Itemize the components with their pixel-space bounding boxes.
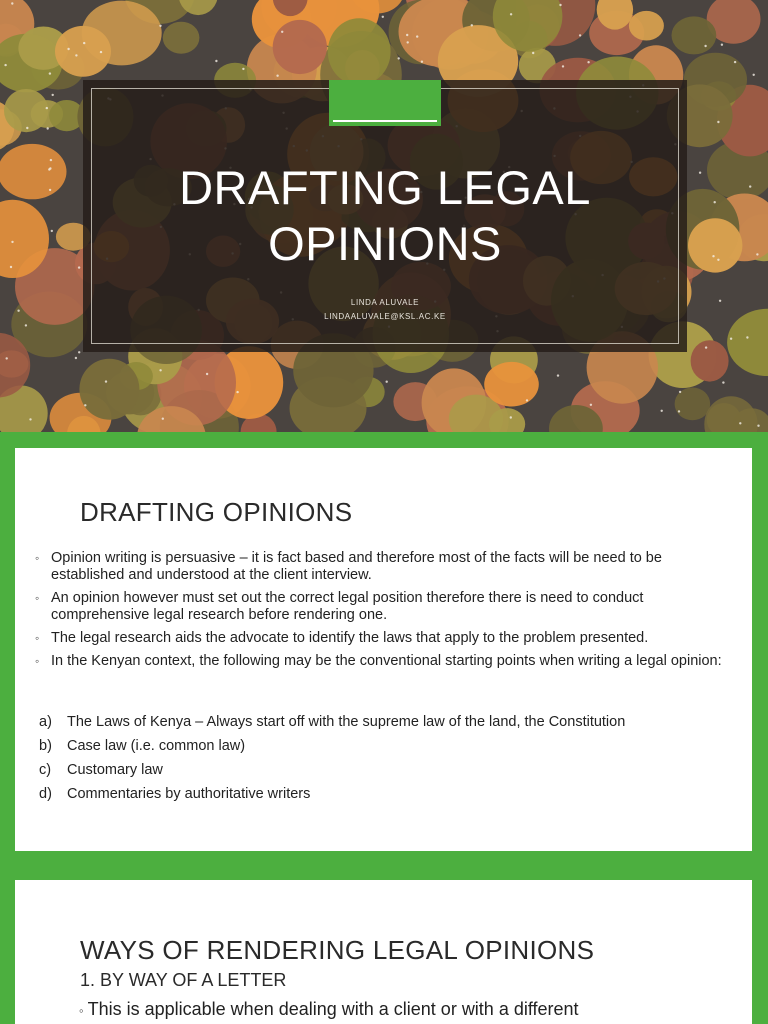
list-item bbox=[35, 630, 735, 647]
floral-blob bbox=[688, 218, 742, 272]
speckle-dot bbox=[100, 51, 102, 53]
floral-blob bbox=[55, 26, 111, 77]
speckle-dot bbox=[705, 346, 707, 348]
title-accent-line bbox=[333, 120, 437, 122]
speckle-dot bbox=[562, 65, 564, 67]
speckle-dot bbox=[712, 255, 714, 257]
speckle-dot bbox=[406, 34, 408, 36]
speckle-dot bbox=[579, 34, 581, 36]
speckle-dot bbox=[215, 60, 217, 62]
list-text: Customary law bbox=[67, 762, 163, 778]
lettered-list bbox=[39, 712, 739, 808]
speckle-dot bbox=[4, 64, 6, 66]
floral-blob bbox=[484, 362, 539, 407]
floral-blob bbox=[629, 11, 664, 41]
speckle-dot bbox=[749, 185, 751, 187]
slide-title-line-1: DRAFTING LEGAL bbox=[179, 161, 591, 214]
bullet-text: This is applicable when dealing with a client or with a different bbox=[87, 999, 579, 1019]
speckle-dot bbox=[25, 324, 27, 326]
speckle-dot bbox=[398, 57, 400, 59]
slide-heading: DRAFTING OPINIONS bbox=[80, 497, 353, 527]
speckle-dot bbox=[416, 35, 418, 37]
speckle-dot bbox=[242, 68, 244, 70]
speckle-dot bbox=[730, 338, 732, 340]
speckle-dot bbox=[678, 410, 680, 412]
list-item bbox=[35, 550, 735, 584]
speckle-dot bbox=[734, 61, 736, 63]
speckle-dot bbox=[10, 266, 12, 268]
speckle-dot bbox=[756, 253, 758, 255]
slide-heading: WAYS OF RENDERING LEGAL OPINIONS bbox=[80, 935, 595, 965]
speckle-dot bbox=[276, 75, 278, 77]
speckle-dot bbox=[717, 259, 719, 261]
speckle-dot bbox=[6, 357, 8, 359]
speckle-dot bbox=[721, 44, 723, 46]
list-item bbox=[35, 590, 735, 624]
speckle-dot bbox=[75, 54, 77, 56]
list-item bbox=[79, 999, 759, 1020]
floral-blob bbox=[79, 359, 139, 420]
speckle-dot bbox=[757, 425, 759, 427]
slide-title bbox=[83, 160, 687, 272]
speckle-dot bbox=[510, 13, 512, 15]
title-accent-tab bbox=[329, 80, 441, 126]
floral-blob bbox=[0, 144, 67, 199]
speckle-dot bbox=[386, 381, 388, 383]
speckle-dot bbox=[719, 300, 721, 302]
speckle-dot bbox=[407, 41, 409, 43]
speckle-dot bbox=[105, 380, 107, 382]
speckle-dot bbox=[11, 2, 13, 4]
speckle-dot bbox=[159, 369, 161, 371]
speckle-dot bbox=[382, 16, 384, 18]
speckle-dot bbox=[49, 189, 51, 191]
list-text: The Laws of Kenya – Always start off with the supreme law of the land, the Constitution bbox=[67, 714, 626, 730]
speckle-dot bbox=[67, 48, 69, 50]
author-email: LINDAALUVALE@KSL.AC.KE bbox=[324, 312, 446, 321]
list-item bbox=[39, 736, 739, 760]
hollow-circle-bullet-icon: ◦ bbox=[35, 591, 40, 605]
list-letter: d) bbox=[39, 786, 52, 802]
speckle-dot bbox=[281, 31, 283, 33]
speckle-dot bbox=[52, 94, 54, 96]
speckle-dot bbox=[526, 399, 528, 401]
list-letter: c) bbox=[39, 762, 52, 778]
drafting-opinions-slide bbox=[15, 448, 752, 851]
speckle-dot bbox=[75, 357, 77, 359]
speckle-dot bbox=[46, 107, 48, 109]
speckle-dot bbox=[47, 127, 49, 129]
speckle-dot bbox=[559, 4, 561, 6]
hollow-circle-bullet-icon: ◦ bbox=[35, 631, 40, 645]
floral-blob bbox=[328, 18, 391, 85]
speckle-dot bbox=[17, 310, 19, 312]
speckle-dot bbox=[206, 373, 208, 375]
speckle-dot bbox=[746, 336, 748, 338]
ways-of-rendering-slide bbox=[15, 880, 752, 1024]
floral-blob bbox=[163, 22, 200, 54]
speckle-dot bbox=[162, 418, 164, 420]
speckle-dot bbox=[50, 159, 52, 161]
speckle-dot bbox=[679, 391, 681, 393]
bullet-list bbox=[35, 550, 735, 676]
floral-blob bbox=[273, 20, 327, 74]
list-letter: a) bbox=[39, 714, 52, 730]
speckle-dot bbox=[471, 24, 473, 26]
bullet-text: The legal research aids the advocate to identify the laws that apply to the problem presented. bbox=[51, 630, 649, 646]
list-text: Commentaries by authoritative writers bbox=[67, 786, 311, 802]
speckle-dot bbox=[78, 351, 80, 353]
speckle-dot bbox=[717, 121, 719, 123]
slide-subheading: 1. BY WAY OF A LETTER bbox=[80, 970, 287, 990]
speckle-dot bbox=[29, 418, 31, 420]
list-item bbox=[39, 760, 739, 784]
speckle-dot bbox=[84, 404, 86, 406]
floral-blob bbox=[691, 340, 729, 381]
speckle-dot bbox=[49, 167, 51, 169]
speckle-dot bbox=[587, 61, 589, 63]
speckle-dot bbox=[236, 391, 238, 393]
speckle-dot bbox=[714, 201, 716, 203]
hollow-circle-bullet-icon: ◦ bbox=[35, 551, 40, 565]
bullet-text: An opinion however must set out the correct legal position therefore there is need to conduct comprehensive legal research before rendering one. bbox=[51, 590, 644, 623]
speckle-dot bbox=[699, 172, 701, 174]
speckle-dot bbox=[510, 416, 512, 418]
author-name: LINDA ALUVALE bbox=[350, 298, 420, 307]
speckle-dot bbox=[83, 42, 85, 44]
bullet-text: In the Kenyan context, the following may be the conventional starting points when writing a legal opinion: bbox=[51, 653, 722, 669]
bullet-text: Opinion writing is persuasive – it is fact based and therefore most of the facts will be need to be established and understood at the client interview. bbox=[51, 550, 662, 583]
speckle-dot bbox=[11, 241, 13, 243]
speckle-dot bbox=[51, 230, 53, 232]
speckle-dot bbox=[26, 127, 28, 129]
hollow-circle-bullet-icon: ◦ bbox=[35, 654, 40, 668]
hollow-circle-bullet-icon: ◦ bbox=[79, 1003, 84, 1018]
list-text: Case law (i.e. common law) bbox=[67, 738, 246, 754]
list-item bbox=[39, 784, 739, 808]
floral-blob bbox=[672, 16, 717, 54]
speckle-dot bbox=[532, 52, 534, 54]
speckle-dot bbox=[661, 410, 663, 412]
speckle-dot bbox=[49, 72, 51, 74]
floral-blob bbox=[4, 89, 48, 132]
speckle-dot bbox=[78, 266, 80, 268]
speckle-dot bbox=[722, 381, 724, 383]
title-slide bbox=[0, 0, 768, 432]
speckle-dot bbox=[590, 404, 592, 406]
speckle-dot bbox=[704, 45, 706, 47]
list-item bbox=[39, 712, 739, 736]
speckle-dot bbox=[739, 422, 741, 424]
speckle-dot bbox=[753, 74, 755, 76]
speckle-dot bbox=[557, 374, 559, 376]
slide-title-line-2: OPINIONS bbox=[268, 217, 502, 270]
list-letter: b) bbox=[39, 738, 52, 754]
list-item bbox=[35, 653, 735, 670]
speckle-dot bbox=[159, 25, 161, 27]
speckle-dot bbox=[421, 61, 423, 63]
